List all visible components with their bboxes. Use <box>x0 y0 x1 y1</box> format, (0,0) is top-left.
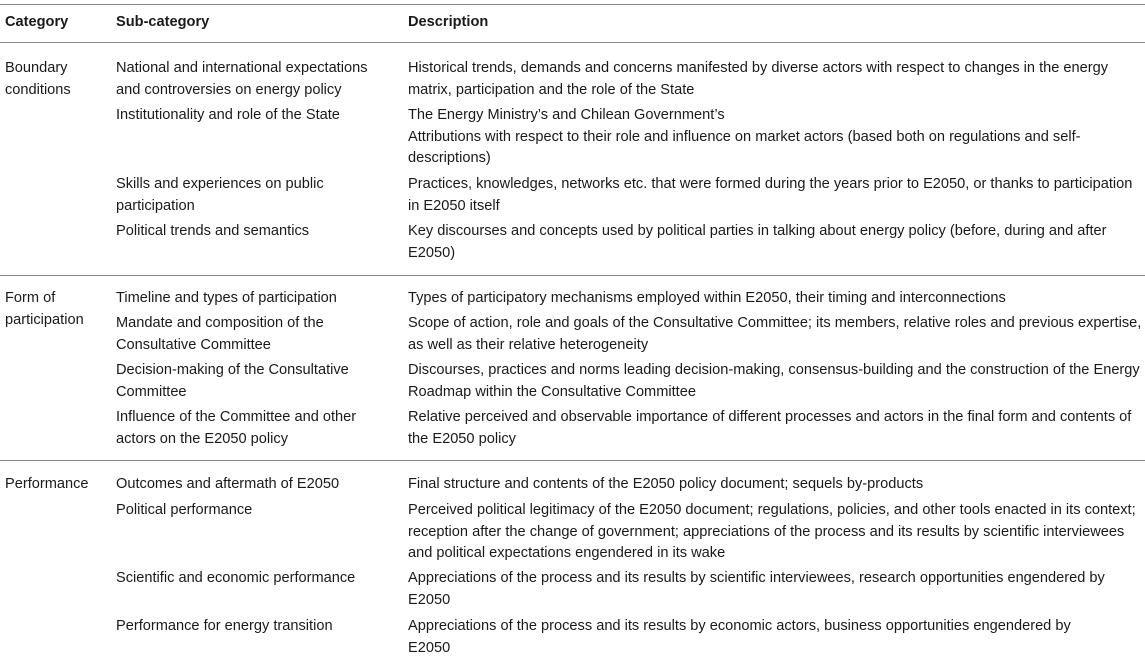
description-cell: Final structure and contents of the E2050 policy document; sequels by-products <box>408 476 924 492</box>
group-category: Performance <box>5 476 89 492</box>
description-cell: Appreciations of the process and its results by economic actors, business opportunities engendered by E2050 <box>408 618 1071 656</box>
group-category: Form of participation <box>5 290 84 328</box>
description-cell: Historical trends, demands and concerns manifested by diverse actors with respect to changes in the energy matrix, participation and the role of the State <box>408 60 1109 98</box>
description-cell: Types of participatory mechanisms employed within E2050, their timing and interconnections <box>408 290 1006 306</box>
subcategory-cell: Mandate and composition of the Consultative Committee <box>116 315 324 353</box>
header-rule <box>0 42 1145 43</box>
description-cell: Relative perceived and observable importance of different processes and actors in the final form and contents of the E2050 policy <box>408 409 1132 447</box>
subcategory-cell: Institutionality and role of the State <box>116 107 340 123</box>
description-cell: Scope of action, role and goals of the Consultative Committee; its members, relative roles and previous expertise, as well as their relative heterogeneity <box>408 315 1142 353</box>
description-cell: Discourses, practices and norms leading decision-making, consensus-building and the construction of the Energy Roadmap within the Consultative Committee <box>408 362 1140 400</box>
top-rule <box>0 4 1145 5</box>
group-category: Boundary conditions <box>5 60 71 98</box>
description-cell: Practices, knowledges, networks etc. that were formed during the years prior to E2050, or thanks to participation in E2050 itself <box>408 176 1133 214</box>
header-subcategory: Sub-category <box>116 14 210 30</box>
subcategory-cell: Political trends and semantics <box>116 223 310 239</box>
description-cell: Appreciations of the process and its results by scientific interviewees, research opportunities engendered by E2050 <box>408 570 1105 608</box>
subcategory-cell: National and international expectations and controversies on energy policy <box>116 60 368 98</box>
group-rule <box>0 460 1145 461</box>
group-rule <box>0 275 1145 276</box>
subcategory-cell: Outcomes and aftermath of E2050 <box>116 476 340 492</box>
description-cell: The Energy Ministry’s and Chilean Government’s Attributions with respect to their role and influence on market actors (based both on regulations and self-descriptions) <box>408 107 1081 166</box>
subcategory-cell: Performance for energy transition <box>116 618 333 634</box>
description-cell: Key discourses and concepts used by political parties in talking about energy policy (before, during and after E2050) <box>408 223 1107 261</box>
subcategory-cell: Timeline and types of participation <box>116 290 337 306</box>
header-category: Category <box>5 14 69 30</box>
subcategory-cell: Decision-making of the Consultative Committee <box>116 362 349 400</box>
subcategory-cell: Influence of the Committee and other actors on the E2050 policy <box>116 409 357 447</box>
subcategory-cell: Skills and experiences on public participation <box>116 176 324 214</box>
subcategory-cell: Political performance <box>116 502 253 518</box>
header-description: Description <box>408 14 489 30</box>
subcategory-cell: Scientific and economic performance <box>116 570 356 586</box>
description-cell: Perceived political legitimacy of the E2050 document; regulations, policies, and other tools enacted in its context; reception after the change of government; appreciations of the process and its results by scientific interviewees and political expectations engendered in its wake <box>408 502 1136 561</box>
